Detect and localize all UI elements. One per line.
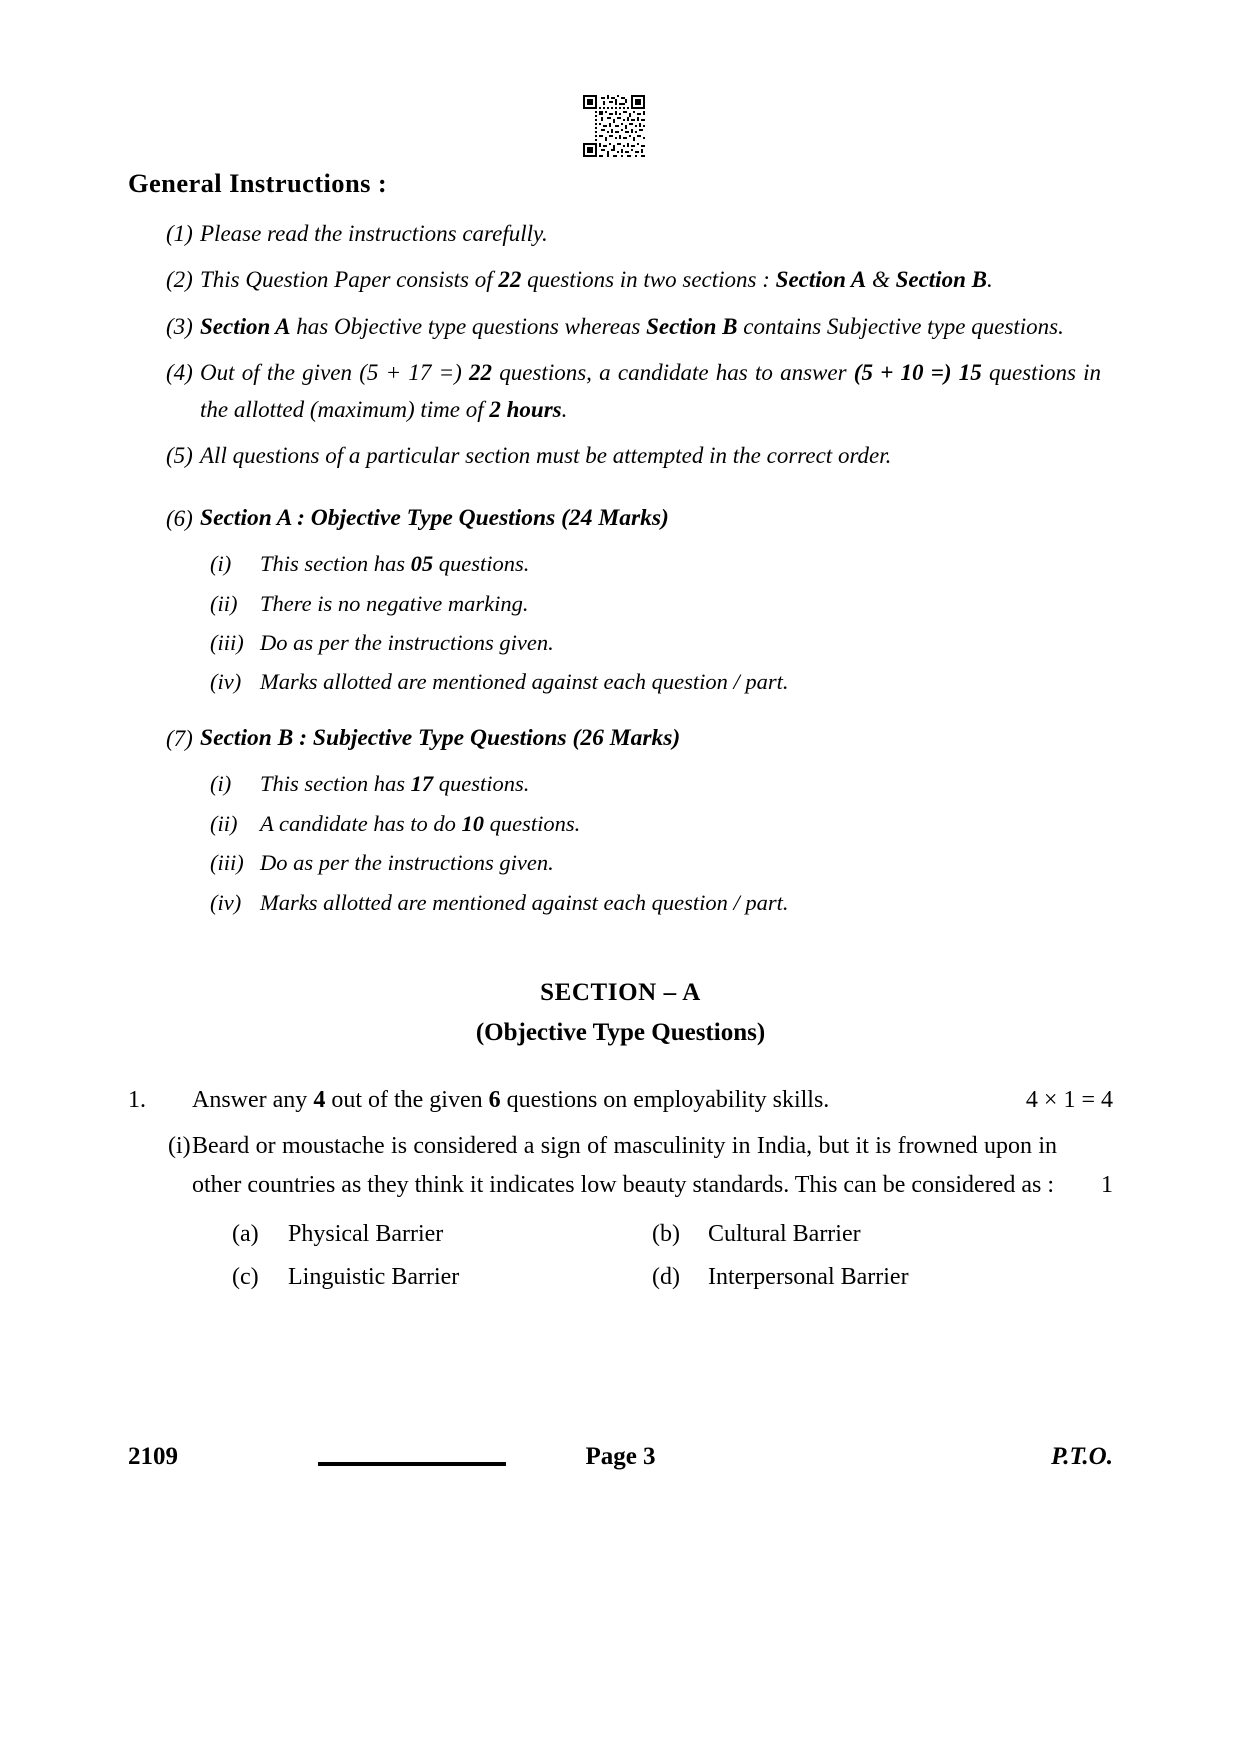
subinstruction-item [200,546,1113,582]
instruction-item [128,261,1113,298]
subinstruction-text: There is no negative marking. [260,590,529,616]
instruction-text: Please read the instructions carefully. [200,221,548,246]
paper-code: 2109 [128,1443,178,1470]
subinstruction-text: Marks allotted are mentioned against each question / part. [260,669,789,695]
section-subtitle: (Objective Type Questions) [475,1019,766,1047]
subinstruction-text: This section has 17 questions. [260,771,530,797]
general-instructions-list [128,215,1113,921]
subinstruction-item [200,625,1113,661]
instruction-number: (3) [166,313,193,339]
option-row [232,1259,1032,1295]
instruction-item [128,308,1113,345]
document-content [128,168,1113,1302]
subinstruction-number: (i) [210,771,232,797]
section-a-instruction-heading: Section A : Objective Type Questions (24 Marks) [200,504,669,531]
instruction-text: Out of the given (5 + 17 =) 22 questions, a candidate has to answer (5 + 10 =) 15 questions in the allotted (maximum) time of 2 hours. [200,359,1102,422]
option-b-text: Cultural Barrier [708,1221,861,1248]
option-a[interactable] [232,1216,652,1252]
subinstruction-item [200,885,1113,921]
question-text: Answer any 4 out of the given 6 questions on employability skills. [192,1087,830,1114]
subinstruction-number: (iv) [210,669,242,695]
option-d-text: Interpersonal Barrier [708,1264,909,1291]
part-text: Beard or moustache is considered a sign of masculinity in India, but it is frowned upon in other countries as they think it indicates low beauty standards. This can be considered as : [192,1132,1057,1199]
subinstruction-text: This section has 05 questions. [260,551,530,577]
instruction-number: (2) [166,267,193,293]
option-a-label: (a) [232,1221,259,1248]
instruction-text: All questions of a particular section must be attempted in the correct order. [200,443,892,469]
subinstruction-number: (ii) [210,590,238,616]
subinstruction-text: Do as per the instructions given. [260,850,554,876]
option-d-label: (d) [652,1264,680,1291]
question-marks: 4 × 1 = 4 [1025,1087,1113,1114]
page-number: Page 3 [585,1443,656,1470]
section-b-instruction-heading: Section B : Subjective Type Questions (26 Marks) [200,724,681,751]
question-1-part-i [128,1127,1113,1207]
qr-code [583,95,645,157]
section-title: SECTION – A [540,979,701,1007]
option-c-text: Linguistic Barrier [288,1264,460,1291]
part-text-wrap [192,1127,1113,1207]
instruction-number: (1) [166,221,193,246]
instruction-item-section-b [128,720,1113,758]
subinstruction-number: (iv) [210,889,242,915]
question-number: 1. [128,1087,146,1114]
question-1 [128,1081,1113,1295]
instruction-item-section-a [128,500,1113,538]
option-c[interactable] [232,1259,652,1295]
subinstruction-text: Do as per the instructions given. [260,629,554,655]
subinstruction-number: (iii) [210,850,244,876]
option-b-label: (b) [652,1221,680,1248]
subinstruction-item [200,845,1113,881]
instruction-item [128,215,1113,252]
instruction-text: This Question Paper consists of 22 questions in two sections : Section A & Section B. [200,267,993,293]
subinstruction-number: (ii) [210,810,238,836]
subinstruction-text: Marks allotted are mentioned against each question / part. [260,889,789,915]
question-1-main [128,1081,1113,1120]
general-instructions-heading: General Instructions : [128,168,388,198]
instruction-number: (6) [166,505,193,531]
subinstruction-item [200,664,1113,700]
option-a-text: Physical Barrier [288,1221,444,1248]
option-b[interactable] [652,1216,1032,1252]
option-d[interactable] [652,1259,1032,1295]
subinstruction-number: (i) [210,551,232,577]
subinstruction-number: (iii) [210,629,244,655]
question-1-part-i-options [232,1216,1032,1295]
instruction-number: (4) [166,359,193,385]
pto-label: P.T.O. [1051,1443,1113,1470]
page-footer [128,1443,1113,1483]
part-marks: 1 [1101,1172,1113,1199]
option-c-label: (c) [232,1264,259,1291]
question-text-wrap [192,1081,1113,1120]
subinstruction-text: A candidate has to do 10 questions. [260,810,581,836]
part-number: (i) [168,1132,191,1159]
instruction-number: (7) [166,725,193,751]
option-row [232,1216,1032,1252]
section-b-subinstructions [200,766,1113,921]
instruction-item [128,437,1113,474]
subinstruction-item [200,806,1113,842]
subinstruction-item [200,766,1113,802]
instruction-number: (5) [166,443,193,469]
subinstruction-item [200,586,1113,622]
instruction-item [128,354,1113,429]
section-a-subinstructions [200,546,1113,701]
instruction-text: Section A has Objective type questions whereas Section B contains Subjective type questions. [200,313,1064,339]
